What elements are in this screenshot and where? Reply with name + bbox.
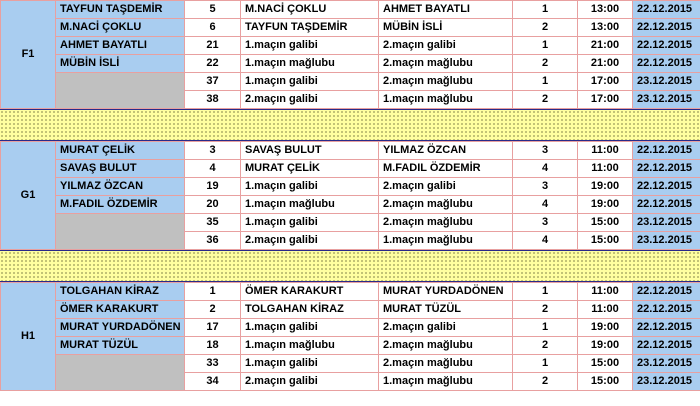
match-number-cell[interactable]: 3	[185, 142, 241, 160]
time-cell[interactable]: 15:00	[578, 214, 633, 232]
date-cell[interactable]: 23.12.2015	[633, 232, 700, 250]
date-cell[interactable]: 22.12.2015	[633, 196, 700, 214]
table-row	[1, 55, 700, 73]
home-cell[interactable]: 1.maçın galibi	[241, 37, 379, 55]
time-cell[interactable]: 19:00	[578, 178, 633, 196]
team-cell[interactable]: MURAT YURDADÖNEN	[56, 319, 185, 337]
time-cell[interactable]: 11:00	[578, 142, 633, 160]
match-number-cell[interactable]: 19	[185, 178, 241, 196]
match-number-cell[interactable]: 6	[185, 19, 241, 37]
lane-cell[interactable]: 4	[513, 232, 578, 250]
table-row	[1, 142, 700, 160]
away-cell[interactable]: MURAT TÜZÜL	[379, 301, 513, 319]
home-cell[interactable]: 2.maçın galibi	[241, 232, 379, 250]
home-cell[interactable]: TAYFUN TAŞDEMİR	[241, 19, 379, 37]
lane-cell[interactable]: 2	[513, 19, 578, 37]
away-cell[interactable]: M.FADIL ÖZDEMİR	[379, 160, 513, 178]
away-cell[interactable]: 2.maçın galibi	[379, 37, 513, 55]
lane-cell[interactable]: 3	[513, 214, 578, 232]
team-cell[interactable]: AHMET BAYATLI	[56, 37, 185, 55]
away-cell[interactable]: MURAT YURDADÖNEN	[379, 283, 513, 301]
group-table-g1	[0, 141, 700, 250]
table-row	[1, 283, 700, 301]
home-cell[interactable]: 1.maçın mağlubu	[241, 55, 379, 73]
time-cell[interactable]: 21:00	[578, 55, 633, 73]
match-number-cell[interactable]: 22	[185, 55, 241, 73]
lane-cell[interactable]: 2	[513, 337, 578, 355]
lane-cell[interactable]: 1	[513, 283, 578, 301]
date-cell[interactable]: 23.12.2015	[633, 73, 700, 91]
date-cell[interactable]: 22.12.2015	[633, 142, 700, 160]
match-number-cell[interactable]: 36	[185, 232, 241, 250]
match-number-cell[interactable]: 17	[185, 319, 241, 337]
match-number-cell[interactable]: 1	[185, 283, 241, 301]
group-label: H1	[1, 283, 56, 391]
team-cell[interactable]: MURAT ÇELİK	[56, 142, 185, 160]
date-cell[interactable]: 23.12.2015	[633, 91, 700, 109]
time-cell[interactable]: 15:00	[578, 355, 633, 373]
time-cell[interactable]: 21:00	[578, 37, 633, 55]
lane-cell[interactable]: 2	[513, 373, 578, 391]
lane-cell[interactable]: 1	[513, 1, 578, 19]
team-cell[interactable]: TAYFUN TAŞDEMİR	[56, 1, 185, 19]
home-cell[interactable]: M.NACİ ÇOKLU	[241, 1, 379, 19]
date-cell[interactable]: 22.12.2015	[633, 301, 700, 319]
lane-cell[interactable]: 3	[513, 178, 578, 196]
date-cell[interactable]: 23.12.2015	[633, 355, 700, 373]
group-table-h1	[0, 282, 700, 391]
home-cell[interactable]: MURAT ÇELİK	[241, 160, 379, 178]
away-cell[interactable]: MÜBİN İSLİ	[379, 19, 513, 37]
date-cell[interactable]: 22.12.2015	[633, 178, 700, 196]
home-cell[interactable]: 1.maçın galibi	[241, 178, 379, 196]
home-cell[interactable]: 1.maçın galibi	[241, 355, 379, 373]
away-cell[interactable]: 2.maçın mağlubu	[379, 214, 513, 232]
match-number-cell[interactable]: 21	[185, 37, 241, 55]
table-row	[1, 355, 700, 373]
away-cell[interactable]: 1.maçın mağlubu	[379, 91, 513, 109]
home-cell[interactable]: 1.maçın mağlubu	[241, 337, 379, 355]
time-cell[interactable]: 11:00	[578, 160, 633, 178]
away-cell[interactable]: 2.maçın mağlubu	[379, 73, 513, 91]
home-cell[interactable]: 2.maçın galibi	[241, 91, 379, 109]
table-row	[1, 73, 700, 91]
table-row	[1, 214, 700, 232]
team-cell[interactable]: MURAT TÜZÜL	[56, 337, 185, 355]
time-cell[interactable]: 11:00	[578, 301, 633, 319]
date-cell[interactable]: 22.12.2015	[633, 319, 700, 337]
team-cell[interactable]: M.NACİ ÇOKLU	[56, 19, 185, 37]
group-separator	[0, 250, 700, 282]
home-cell[interactable]: 1.maçın mağlubu	[241, 196, 379, 214]
away-cell[interactable]: 2.maçın galibi	[379, 319, 513, 337]
away-cell[interactable]: 2.maçın mağlubu	[379, 337, 513, 355]
lane-cell[interactable]: 4	[513, 160, 578, 178]
match-number-cell[interactable]: 37	[185, 73, 241, 91]
date-cell[interactable]: 22.12.2015	[633, 55, 700, 73]
lane-cell[interactable]: 1	[513, 37, 578, 55]
date-cell[interactable]: 22.12.2015	[633, 160, 700, 178]
lane-cell[interactable]: 2	[513, 301, 578, 319]
table-row	[1, 160, 700, 178]
match-number-cell[interactable]: 18	[185, 337, 241, 355]
match-number-cell[interactable]: 2	[185, 301, 241, 319]
away-cell[interactable]: 2.maçın mağlubu	[379, 55, 513, 73]
home-cell[interactable]: TOLGAHAN KİRAZ	[241, 301, 379, 319]
home-cell[interactable]: 1.maçın galibi	[241, 73, 379, 91]
away-cell[interactable]: 2.maçın galibi	[379, 178, 513, 196]
away-cell[interactable]: 2.maçın mağlubu	[379, 196, 513, 214]
table-row	[1, 196, 700, 214]
lane-cell[interactable]: 2	[513, 55, 578, 73]
match-number-cell[interactable]: 4	[185, 160, 241, 178]
match-number-cell[interactable]: 38	[185, 91, 241, 109]
group-table-f1	[0, 0, 700, 109]
table-row	[1, 37, 700, 55]
table-row	[1, 319, 700, 337]
lane-cell[interactable]: 4	[513, 196, 578, 214]
team-cell[interactable]: YILMAZ ÖZCAN	[56, 178, 185, 196]
table-row	[1, 337, 700, 355]
group-label: G1	[1, 142, 56, 250]
date-cell[interactable]: 22.12.2015	[633, 1, 700, 19]
match-number-cell[interactable]: 5	[185, 1, 241, 19]
table-row	[1, 19, 700, 37]
date-cell[interactable]: 22.12.2015	[633, 283, 700, 301]
lane-cell[interactable]: 1	[513, 319, 578, 337]
match-number-cell[interactable]: 35	[185, 214, 241, 232]
lane-cell[interactable]: 1	[513, 355, 578, 373]
date-cell[interactable]: 22.12.2015	[633, 19, 700, 37]
table-row	[1, 178, 700, 196]
away-cell[interactable]: 2.maçın mağlubu	[379, 355, 513, 373]
time-cell[interactable]: 13:00	[578, 1, 633, 19]
match-number-cell[interactable]: 20	[185, 196, 241, 214]
date-cell[interactable]: 22.12.2015	[633, 337, 700, 355]
table-row	[1, 301, 700, 319]
time-cell[interactable]: 13:00	[578, 19, 633, 37]
home-cell[interactable]: SAVAŞ BULUT	[241, 142, 379, 160]
home-cell[interactable]: ÖMER KARAKURT	[241, 283, 379, 301]
team-cell[interactable]: MÜBİN İSLİ	[56, 55, 185, 73]
match-number-cell[interactable]: 33	[185, 355, 241, 373]
team-cell[interactable]: TOLGAHAN KİRAZ	[56, 283, 185, 301]
home-cell[interactable]: 2.maçın galibi	[241, 373, 379, 391]
away-cell[interactable]: YILMAZ ÖZCAN	[379, 142, 513, 160]
away-cell[interactable]: 1.maçın mağlubu	[379, 232, 513, 250]
date-cell[interactable]: 23.12.2015	[633, 214, 700, 232]
group-separator	[0, 109, 700, 141]
lane-cell[interactable]: 1	[513, 73, 578, 91]
away-cell[interactable]: AHMET BAYATLI	[379, 1, 513, 19]
team-cell[interactable]: ÖMER KARAKURT	[56, 301, 185, 319]
time-cell[interactable]: 19:00	[578, 319, 633, 337]
lane-cell[interactable]: 3	[513, 142, 578, 160]
time-cell[interactable]: 19:00	[578, 196, 633, 214]
time-cell[interactable]: 11:00	[578, 283, 633, 301]
empty-team-cell[interactable]	[56, 355, 185, 391]
time-cell[interactable]: 17:00	[578, 73, 633, 91]
match-number-cell[interactable]: 34	[185, 373, 241, 391]
team-cell[interactable]: SAVAŞ BULUT	[56, 160, 185, 178]
empty-team-cell[interactable]	[56, 214, 185, 250]
time-cell[interactable]: 19:00	[578, 337, 633, 355]
table-row	[1, 1, 700, 19]
lane-cell[interactable]: 2	[513, 91, 578, 109]
team-cell[interactable]: M.FADIL ÖZDEMİR	[56, 196, 185, 214]
home-cell[interactable]: 1.maçın galibi	[241, 214, 379, 232]
time-cell[interactable]: 15:00	[578, 373, 633, 391]
group-label: F1	[1, 1, 56, 109]
away-cell[interactable]: 1.maçın mağlubu	[379, 373, 513, 391]
home-cell[interactable]: 1.maçın galibi	[241, 319, 379, 337]
date-cell[interactable]: 23.12.2015	[633, 373, 700, 391]
empty-team-cell[interactable]	[56, 73, 185, 109]
date-cell[interactable]: 22.12.2015	[633, 37, 700, 55]
time-cell[interactable]: 15:00	[578, 232, 633, 250]
time-cell[interactable]: 17:00	[578, 91, 633, 109]
